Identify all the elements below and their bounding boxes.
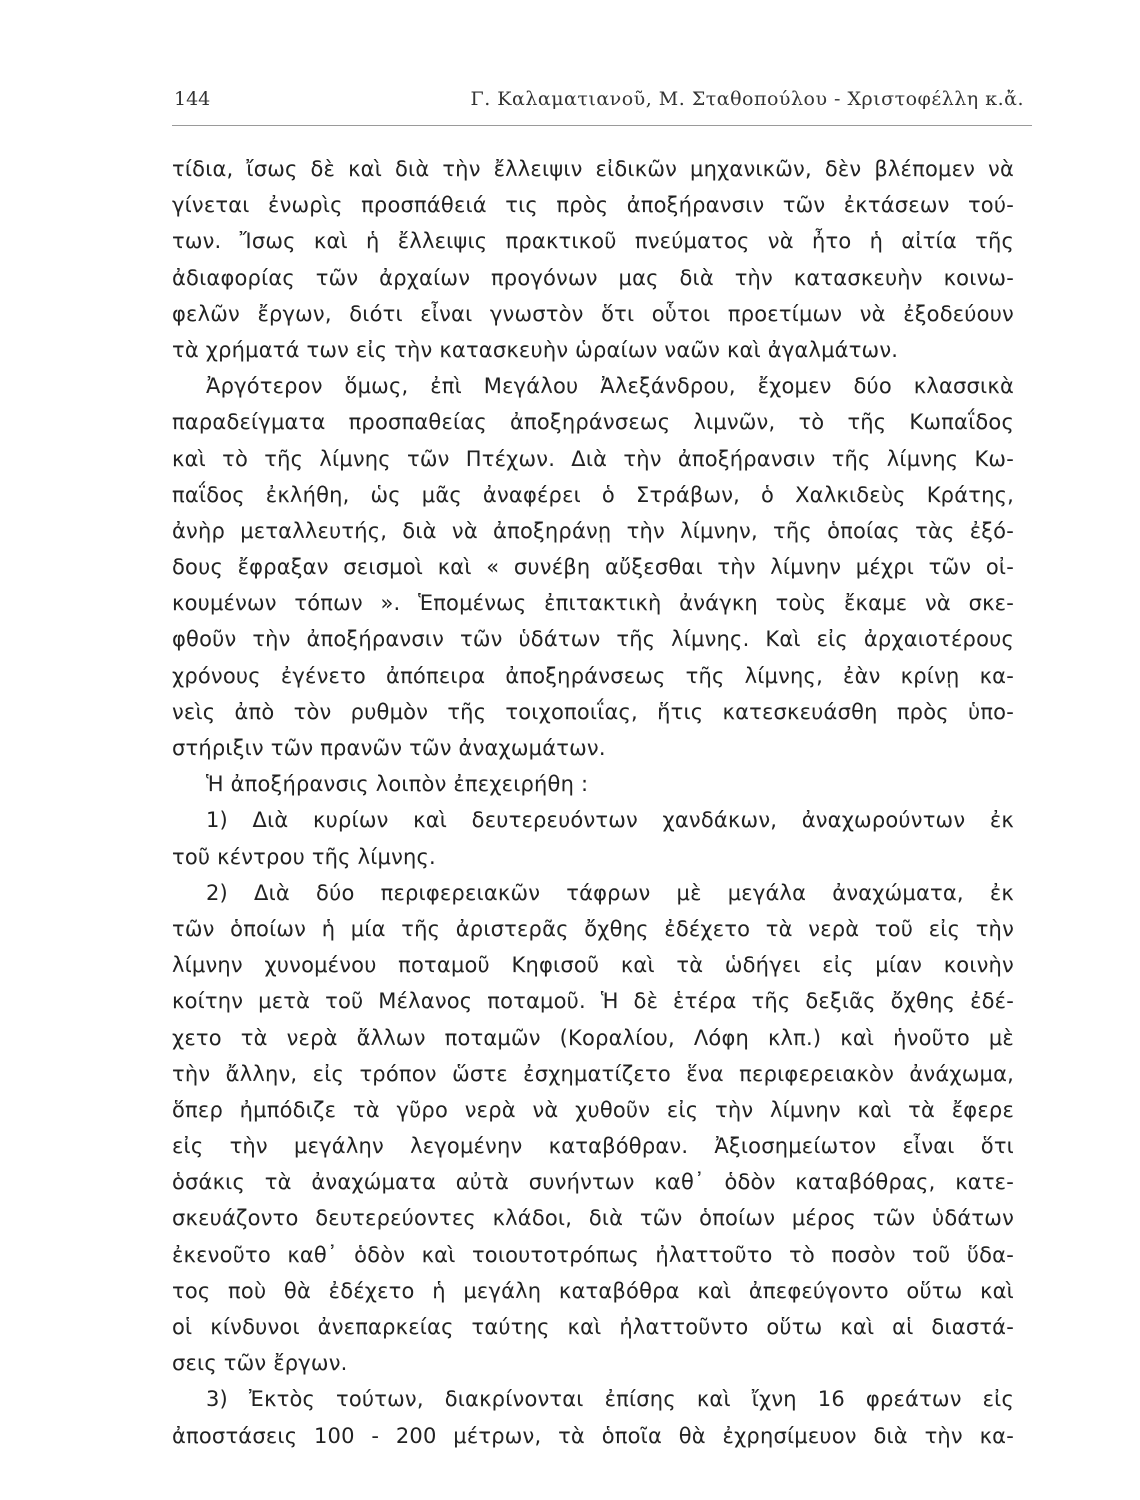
page-number: 144 [174, 88, 211, 110]
text-line: ἐκενοῦτο καθ᾽ ὁδὸν καὶ τοιουτοτρόπως ἠλαττοῦτο τὸ ποσὸν τοῦ ὕδα- [172, 1242, 1014, 1267]
text-line: ὁσάκις τὰ ἀναχώματα αὐτὰ συνήντων καθ᾽ ὁδὸν καταβόθρας, κατε- [172, 1170, 1014, 1195]
text-line: παΐδος ἐκλήθη, ὡς μᾶς ἀναφέρει ὁ Στράβων, ὁ Χαλκιδεὺς Κράτης, [172, 482, 1014, 507]
text-line: ἀνὴρ μεταλλευτής, διὰ νὰ ἀποξηράνῃ τὴν λίμνην, τῆς ὁποίας τὰς ἐξό- [172, 518, 1014, 543]
text-line: τὰ χρήματά των εἰς τὴν κατασκευὴν ὡραίων ναῶν καὶ ἀγαλμάτων. [172, 337, 899, 362]
text-line: νεὶς ἀπὸ τὸν ρυθμὸν τῆς τοιχοποιΐας, ἥτις κατεσκευάσθη πρὸς ὑπο- [172, 699, 1014, 724]
text-line: Ἀργότερον ὅμως, ἐπὶ Μεγάλου Ἀλεξάνδρου, ἔχομεν δύο κλασσικὰ [206, 374, 1014, 399]
paragraph [172, 151, 1014, 368]
text-line: στήριξιν τῶν πρανῶν τῶν ἀναχωμάτων. [172, 736, 606, 760]
text-line: κουμένων τόπων ». Ἑπομένως ἐπιτακτικὴ ἀνάγκη τοὺς ἔκαμε νὰ σκε- [172, 591, 1014, 616]
paragraph [172, 1381, 1014, 1453]
text-line: ἀδιαφορίας τῶν ἀρχαίων προγόνων μας διὰ τὴν κατασκευὴν κοινω- [172, 265, 1014, 290]
text-line: τῶν ὁποίων ἡ μία τῆς ἀριστερᾶς ὄχθης ἐδέχετο τὰ νερὰ τοῦ εἰς τὴν [172, 916, 1014, 941]
text-line: γίνεται ἐνωρὶς προσπάθειά τις πρὸς ἀποξήρανσιν τῶν ἐκτάσεων τού- [172, 193, 1014, 218]
text-line: παραδείγματα προσπαθείας ἀποξηράνσεως λιμνῶν, τὸ τῆς Κωπαΐδος [172, 410, 1014, 435]
text-line: χετο τὰ νερὰ ἄλλων ποταμῶν (Κοραλίου, Λόφη κλπ.) καὶ ἡνοῦτο μὲ [172, 1025, 1014, 1050]
text-line: 1) Διὰ κυρίων καὶ δευτερευόντων χανδάκων, ἀναχωρούντων ἐκ [206, 808, 1014, 833]
text-line: εἰς τὴν μεγάλην λεγομένην καταβόθραν. Ἀξιοσημείωτον εἶναι ὅτι [172, 1134, 1014, 1159]
paragraph [172, 368, 1014, 766]
text-line: 2) Διὰ δύο περιφερειακῶν τάφρων μὲ μεγάλα ἀναχώματα, ἐκ [206, 880, 1014, 905]
text-line: δους ἔφραξαν σεισμοὶ καὶ « συνέβη αὔξεσθαι τὴν λίμνην μέχρι τῶν οἰ- [172, 555, 1014, 580]
paragraph [172, 802, 1014, 874]
text-line: ἀποστάσεις 100 - 200 μέτρων, τὰ ὁποῖα θὰ ἐχρησίμευον διὰ τὴν κα- [172, 1423, 1014, 1448]
text-line: λίμνην χυνομένου ποταμοῦ Κηφισοῦ καὶ τὰ ὡδήγει εἰς μίαν κοινὴν [172, 953, 1014, 978]
text-line: σεις τῶν ἔργων. [172, 1351, 348, 1376]
text-line: φελῶν ἔργων, διότι εἶναι γνωστὸν ὅτι οὗτοι προετίμων νὰ ἐξοδεύουν [172, 301, 1014, 326]
body-text [172, 151, 1014, 1454]
paragraph [172, 875, 1014, 1382]
running-title: Γ. Καλαματιανοῦ, Μ. Σταθοπούλου - Χριστοφέλλη κ.ἄ. [470, 88, 1024, 110]
text-line: οἱ κίνδυνοι ἀνεπαρκείας ταύτης καὶ ἠλαττοῦντο οὕτω καὶ αἱ διαστά- [172, 1315, 1014, 1339]
text-line: 3) Ἐκτὸς τούτων, διακρίνονται ἐπίσης καὶ ἴχνη 16 φρεάτων εἰς [206, 1387, 1014, 1412]
text-line: των. Ἴσως καὶ ἡ ἔλλειψις πρακτικοῦ πνεύματος νὰ ἦτο ἡ αἰτία τῆς [172, 229, 1014, 254]
text-line: τος ποὺ θὰ ἐδέχετο ἡ μεγάλη καταβόθρα καὶ ἀπεφεύγοντο οὕτω καὶ [172, 1278, 1014, 1303]
paragraph [172, 766, 1014, 802]
page-header [174, 88, 1024, 122]
header-rule [172, 125, 1032, 126]
text-line: καὶ τὸ τῆς λίμνης τῶν Πτέχων. Διὰ τὴν ἀποξήρανσιν τῆς λίμνης Κω- [172, 446, 1014, 471]
text-line: Ἡ ἀποξήρανσις λοιπὸν ἐπεχειρήθη : [206, 772, 589, 797]
text-line: φθοῦν τὴν ἀποξήρανσιν τῶν ὑδάτων τῆς λίμνης. Καὶ εἰς ἀρχαιοτέρους [172, 627, 1014, 652]
text-line: χρόνους ἐγένετο ἀπόπειρα ἀποξηράνσεως τῆς λίμνης, ἐὰν κρίνῃ κα- [172, 663, 1014, 688]
text-line: κοίτην μετὰ τοῦ Μέλανος ποταμοῦ. Ἡ δὲ ἑτέρα τῆς δεξιᾶς ὄχθης ἐδέ- [172, 989, 1014, 1014]
text-line: σκευάζοντο δευτερεύοντες κλάδοι, διὰ τῶν ὁποίων μέρος τῶν ὑδάτων [172, 1206, 1014, 1231]
text-line: τοῦ κέντρου τῆς λίμνης. [172, 844, 436, 869]
text-line: τὴν ἄλλην, εἰς τρόπον ὥστε ἐσχηματίζετο ἕνα περιφερειακὸν ἀνάχωμα, [172, 1061, 1014, 1086]
text-line: ὅπερ ἠμπόδιζε τὰ γῦρο νερὰ νὰ χυθοῦν εἰς τὴν λίμνην καὶ τὰ ἔφερε [172, 1097, 1014, 1122]
text-line: τίδια, ἴσως δὲ καὶ διὰ τὴν ἔλλειψιν εἰδικῶν μηχανικῶν, δὲν βλέπομεν νὰ [172, 157, 1014, 181]
